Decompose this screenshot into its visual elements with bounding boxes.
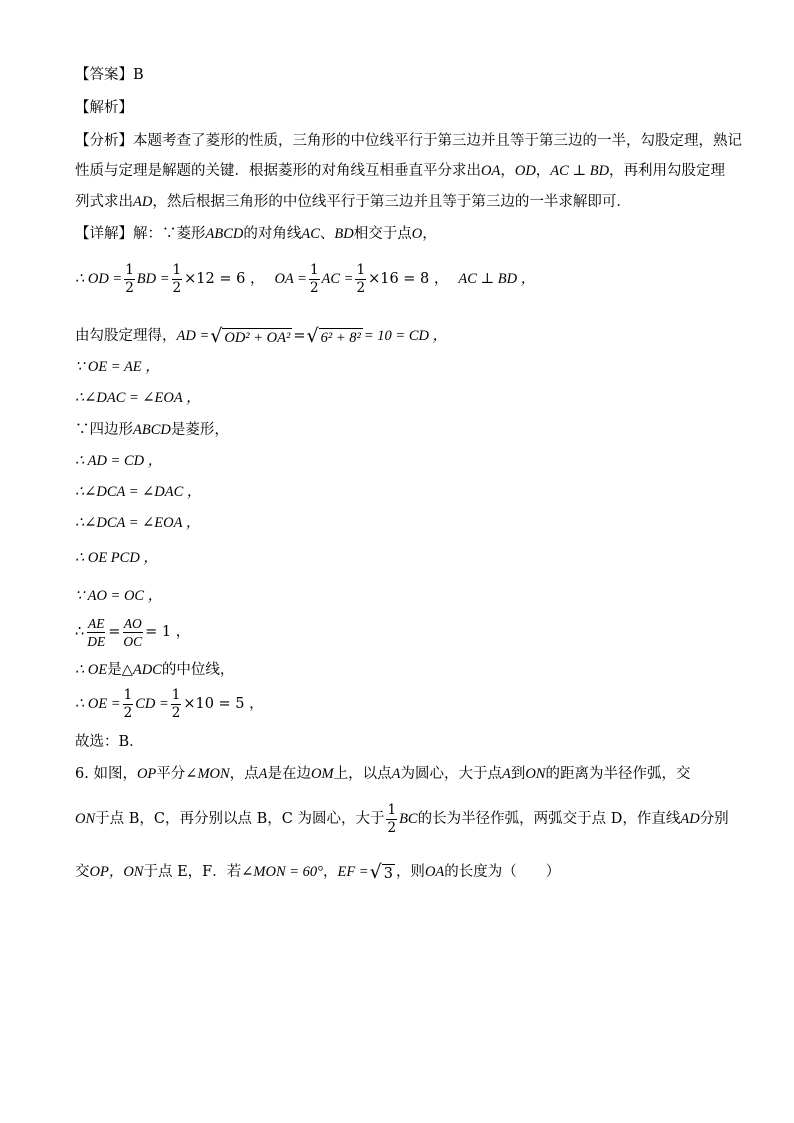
math-A: A	[501, 766, 511, 782]
frac-num: 1	[309, 261, 319, 278]
q6-text: 于点 E，F．若	[143, 864, 242, 880]
math-O: O	[411, 226, 423, 242]
detail-text: 解：∵菱形	[133, 226, 206, 242]
math-angle-MON: ∠MON	[185, 766, 230, 782]
fenxi-text-3b: ，然后根据三角形的中位线平行于第三边并且等于第三边的一半求解即可．	[152, 194, 631, 210]
q6-text: ，	[322, 864, 338, 880]
fenxi-text-3a: 列式求出	[75, 194, 133, 210]
frac-num: AO	[123, 615, 142, 631]
frac-den: OC	[123, 633, 143, 649]
detail-line-3	[75, 323, 447, 349]
detail-line-13	[75, 660, 234, 680]
frac-num: 1	[171, 686, 181, 703]
math-text: AD =	[176, 328, 210, 344]
detail-line-15: 故选：B．	[75, 734, 144, 750]
detail-text: ，	[422, 226, 437, 242]
math-OP-ON: OP，ON	[89, 864, 144, 880]
frac-den: 2	[172, 279, 182, 296]
detail-line-12	[75, 612, 190, 652]
fraction	[309, 263, 320, 296]
math-ON: ON	[75, 811, 96, 827]
math-angle-MON-60: ∠MON = 60°	[241, 864, 323, 880]
math-ABCD: ABCD	[133, 422, 171, 438]
detail-text: 是	[107, 662, 122, 678]
math-text: ∴	[75, 624, 85, 640]
fraction	[86, 616, 106, 649]
math-BD: BD	[334, 226, 354, 242]
detail-line-8: ∴∠DCA = ∠DAC ，	[75, 484, 202, 500]
fenxi-line-2	[75, 161, 725, 181]
math-AC: AC	[301, 226, 320, 242]
frac-den: 2	[171, 704, 181, 721]
math-text: BD =	[136, 271, 170, 287]
sqrt-expression: √ 3	[369, 860, 393, 883]
frac-num: AE	[87, 615, 105, 631]
fraction	[171, 688, 182, 721]
frac-den: 2	[123, 704, 133, 721]
fenxi-tag: 【分析】	[75, 133, 133, 149]
q6-text: 的长度为（ ）	[444, 864, 561, 880]
comma: ，	[500, 163, 515, 179]
frac-den: 2	[387, 819, 397, 836]
sqrt-radicand: 3	[383, 865, 393, 882]
frac-den: 2	[356, 279, 366, 296]
fraction	[123, 688, 134, 721]
math-ABCD: ABCD	[205, 226, 244, 242]
math-BC: BC	[399, 811, 418, 827]
math-text: = 1 ，	[145, 624, 191, 640]
fraction	[172, 263, 183, 296]
q6-text: 的距离为半径作弧，交	[545, 766, 691, 782]
math-text: ×12 = 6 ，	[184, 271, 265, 287]
detail-text: ∵四边形	[75, 422, 133, 438]
sqrt-radicand: OD² + OA²	[224, 329, 291, 346]
math-text: =	[108, 624, 121, 640]
frac-num: 1	[356, 261, 366, 278]
math-OP: OP	[136, 766, 157, 782]
q6-text: 分别	[699, 811, 729, 827]
analysis-title: 【解析】	[75, 100, 133, 116]
q6-text: 平分	[156, 766, 186, 782]
math-AD: AD	[133, 194, 153, 210]
math-AC-perp-BD: AC ⊥ BD	[550, 163, 610, 179]
math-text: AC ⊥ BD ，	[458, 271, 536, 287]
fraction	[124, 263, 135, 296]
answer-value: B	[133, 67, 144, 83]
math-text: ∴ OD =	[75, 271, 123, 287]
frac-num: 1	[387, 801, 397, 818]
detail-line-5: ∴∠DAC = ∠EOA ，	[75, 390, 201, 406]
q6-text: 到	[510, 766, 526, 782]
detail-line-4: ∵ OE = AE ，	[75, 359, 160, 375]
frac-den: 2	[125, 279, 134, 296]
math-text: ∴ OE =	[75, 696, 121, 712]
detail-text: 的中位线，	[161, 662, 235, 678]
q6-text: ，则	[395, 864, 425, 880]
frac-den: DE	[87, 633, 106, 649]
detail-line-11: ∵ AO = OC ，	[75, 588, 163, 604]
q6-text: 6. 如图，	[75, 766, 137, 782]
detail-line-7: ∴ AD = CD ，	[75, 453, 163, 469]
fraction	[386, 803, 397, 836]
detail-line-2	[75, 260, 535, 298]
math-A: A	[391, 766, 401, 782]
detail-line-14	[75, 685, 264, 723]
math-EF: EF =	[337, 864, 369, 880]
fenxi-text-2a: 性质与定理是解题的关键．根据菱形的对角线互相垂直平分求出	[75, 163, 481, 179]
detail-line-6	[75, 420, 229, 440]
q6-line-2	[75, 800, 729, 838]
fenxi-line-3	[75, 192, 631, 212]
detail-text: 相交于点	[353, 226, 412, 242]
detail-text: 由勾股定理得，	[75, 328, 177, 344]
detail-line-9: ∴∠DCA = ∠EOA ，	[75, 515, 201, 531]
detail-text: 、	[319, 226, 335, 242]
math-text: ∴ OE	[75, 662, 108, 678]
math-text: OA =	[274, 271, 307, 287]
q6-text: 是在边	[267, 766, 312, 782]
fenxi-text-2b: ，再利用勾股定理	[609, 163, 726, 179]
math-text: = 10 = CD ，	[363, 328, 448, 344]
math-triangle-ADC: △ADC	[121, 662, 162, 678]
math-text: AC =	[321, 271, 354, 287]
answer-tag: 【答案】	[75, 67, 133, 83]
math-OD: OD	[514, 163, 536, 179]
frac-num: 1	[125, 261, 134, 278]
q6-line-1	[75, 764, 690, 784]
math-OA: OA	[481, 163, 501, 179]
q6-line-3	[75, 859, 560, 885]
fraction	[355, 263, 366, 296]
q6-text: 于点 B，C，再分别以点 B，C 为圆心，大于	[95, 811, 385, 827]
fenxi-text-1: 本题考查了菱形的性质，三角形的中位线平行于第三边并且等于第三边的一半，勾股定理，熟记	[133, 133, 742, 149]
math-OM: OM	[311, 766, 334, 782]
fenxi-line-1	[75, 131, 742, 151]
frac-den: 2	[309, 279, 319, 296]
q6-text: 为圆心，大于点	[400, 766, 502, 782]
math-OA: OA	[424, 864, 445, 880]
q6-text: ，点	[229, 766, 259, 782]
detail-line-1	[75, 224, 437, 244]
math-text: ×16 = 8 ，	[368, 271, 449, 287]
q6-text: 的长为半径作弧，两弧交于点 D，作直线	[417, 811, 681, 827]
answer-line	[75, 65, 144, 85]
math-text: ×10 = 5 ，	[183, 696, 264, 712]
frac-num: 1	[172, 261, 182, 278]
sqrt-radicand: 6² + 8²	[320, 329, 361, 346]
detail-line-10: ∴ OE PCD ，	[75, 550, 158, 566]
math-A: A	[258, 766, 268, 782]
detail-text: 是菱形，	[170, 422, 229, 438]
math-text: CD =	[135, 696, 169, 712]
math-ON: ON	[525, 766, 546, 782]
math-AD: AD	[680, 811, 700, 827]
detail-tag: 【详解】	[75, 226, 133, 242]
detail-text: 的对角线	[243, 226, 302, 242]
frac-num: 1	[123, 686, 133, 703]
sqrt-expression: √ OD² + OA²	[210, 324, 291, 347]
q6-text: 交	[75, 864, 90, 880]
q6-text: 上，以点	[333, 766, 392, 782]
comma: ，	[535, 163, 551, 179]
math-text: =	[293, 328, 306, 344]
fraction	[122, 616, 143, 649]
sqrt-expression: √ 6² + 8²	[306, 324, 361, 347]
